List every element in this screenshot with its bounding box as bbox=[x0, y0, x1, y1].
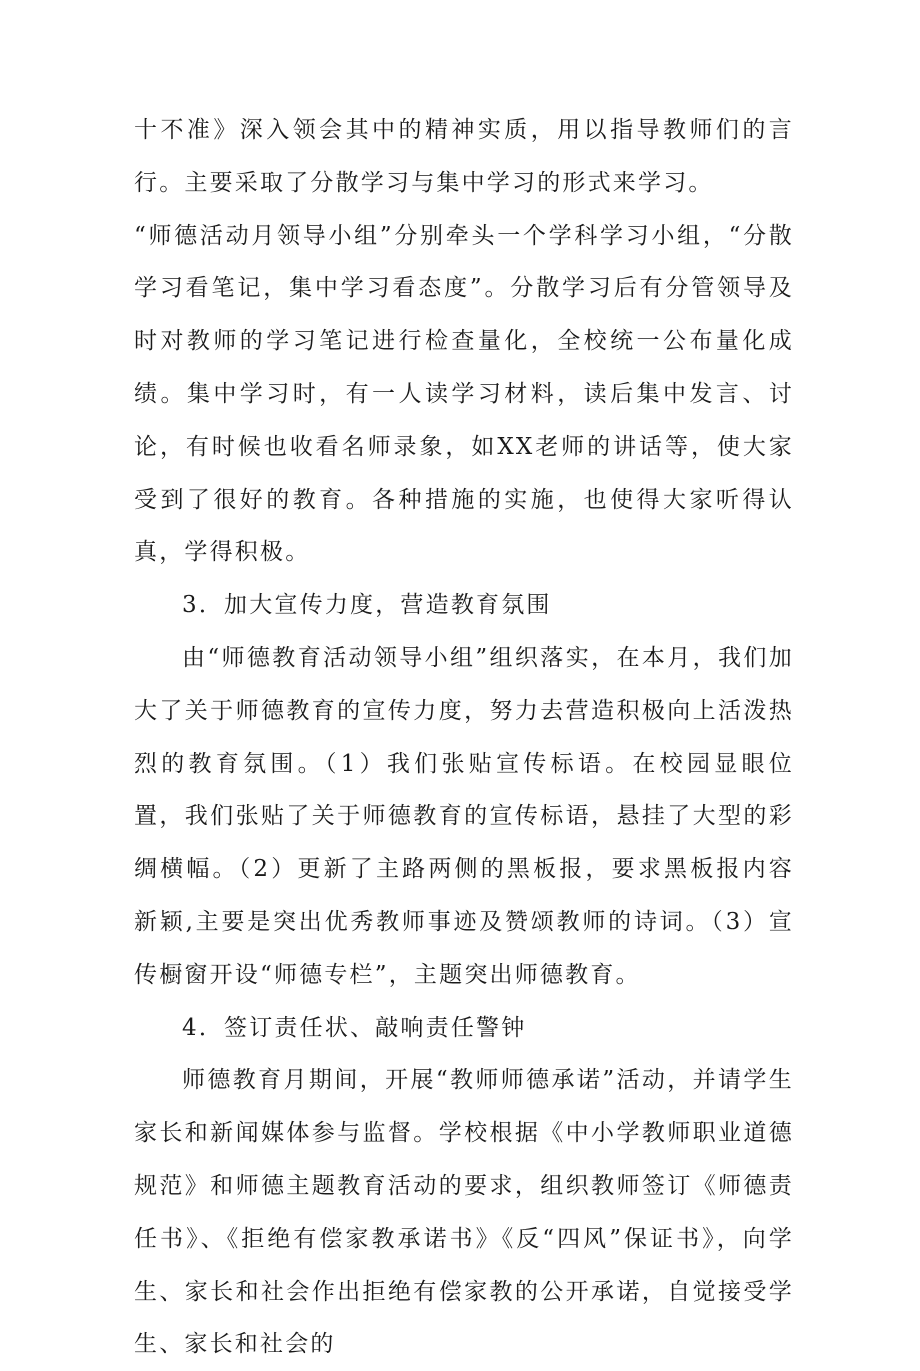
paragraph-responsibility: 师德教育月期间，开展“教师师德承诺”活动，并请学生家长和新闻媒体参与监督。学校根据《中小学教师职业道德规范》和师德主题教育活动的要求，组织教师签订《师德责任书》、《拒绝有偿家教承诺书》《反“四风”保证书》，向学生、家长和社会作出拒绝有偿家教的公开承诺，自觉接受学生、家长和社会的 bbox=[134, 1067, 794, 1358]
paragraph-study-groups: “师德活动月领导小组”分别牵头一个学科学习小组，“分散学习看笔记，集中学习看态度”。分散学习后有分管领导及时对教师的学习笔记进行检查量化，全校统一公布量化成绩。集中学习时，有一人读学习材料，读后集中发言、讨论，有时候也收看名师录象，如XX老师的讲话等，使大家受到了很好的教育。各种措施的实施，也使得大家听得认真，学得积极。 bbox=[134, 222, 794, 566]
section-heading-publicity: 3．加大宣传力度，营造教育氛围 bbox=[182, 592, 552, 619]
section-heading-responsibility: 4．签订责任状、敲响责任警钟 bbox=[182, 1014, 527, 1041]
document-body bbox=[134, 104, 794, 1371]
paragraph-publicity: 由“师德教育活动领导小组”组织落实，在本月，我们加大了关于师德教育的宣传力度，努力去营造积极向上活泼热烈的教育氛围。（1）我们张贴宣传标语。在校园显眼位置，我们张贴了关于师德教育的宣传标语，悬挂了大型的彩绸横幅。（2）更新了主路两侧的黑板报，要求黑板报内容新颖,主要是突出优秀教师事迹及赞颂教师的诗词。（3）宣传橱窗开设“师德专栏”，主题突出师德教育。 bbox=[134, 644, 794, 988]
paragraph-study-forms: 十不准》深入领会其中的精神实质，用以指导教师们的言行。主要采取了分散学习与集中学习的形式来学习。 bbox=[134, 117, 794, 196]
